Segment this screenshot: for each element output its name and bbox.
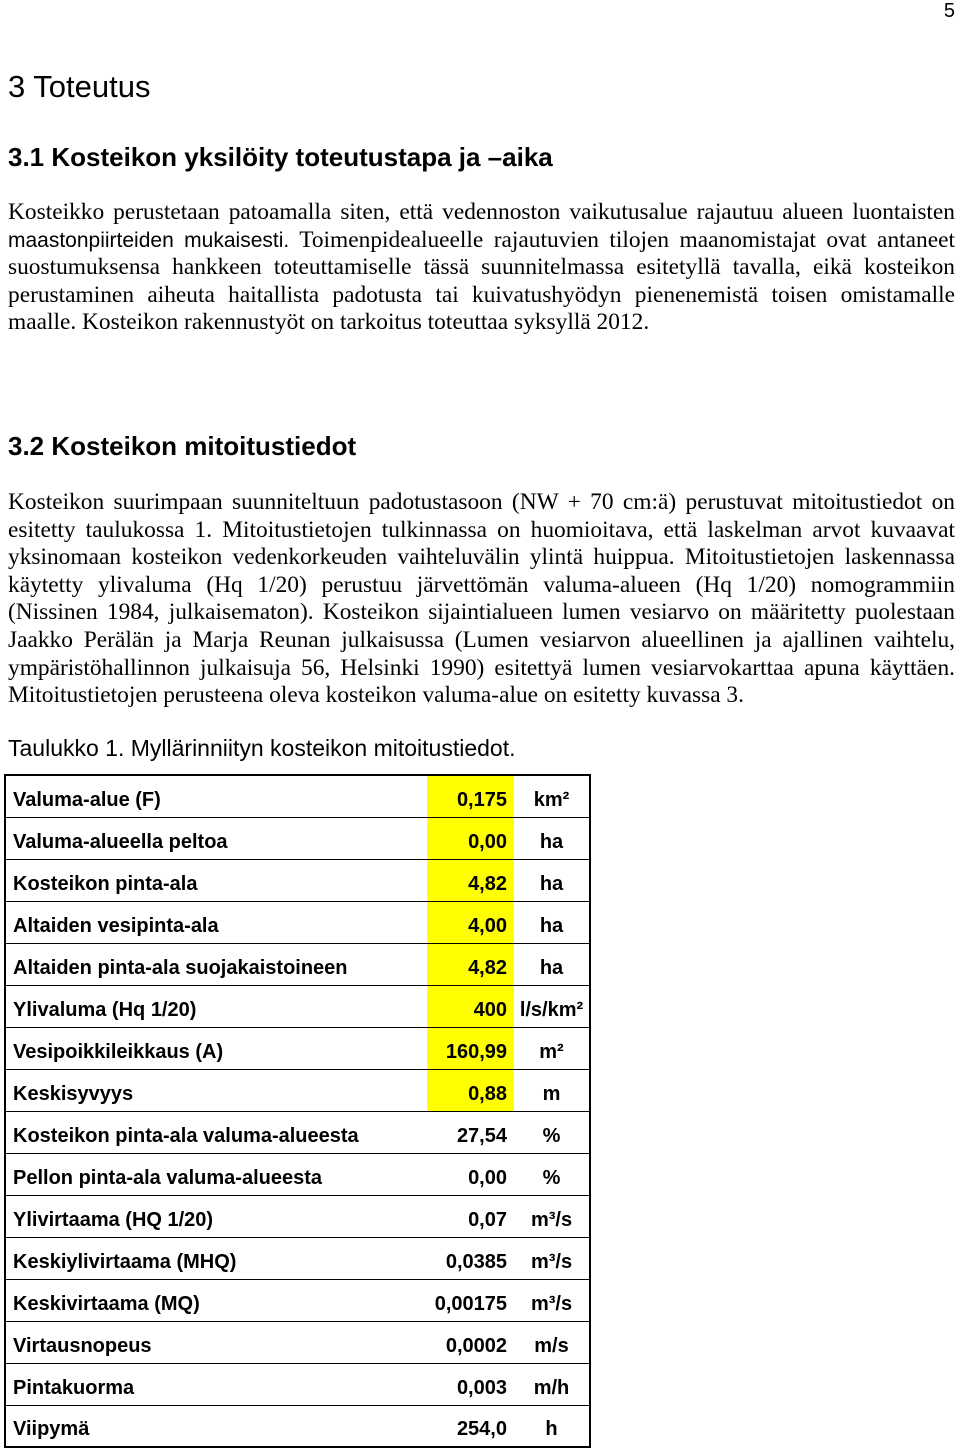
paragraph-line-segment: maastonpiirteiden mukaisesti. <box>8 228 290 252</box>
row-label: Pintakuorma <box>13 1377 135 1399</box>
table-row <box>6 1070 589 1112</box>
paragraph-line: (Nissinen 1984, julkaisematon). Kosteikon sijaintialueen lumen vesiarvo on määritetty puolestaan <box>8 599 955 626</box>
paragraph-line: perustaminen aiheuta haitallista padotusta tai kuivatushyödyn pienenemistä toisen omistamalle <box>8 281 955 308</box>
row-label: Pellon pinta-ala valuma-alueesta <box>13 1167 322 1189</box>
row-value: 4,82 <box>427 944 514 985</box>
row-label: Vesipoikkileikkaus (A) <box>13 1041 224 1063</box>
row-value: 0,003 <box>456 1377 507 1399</box>
row-label: Kosteikon pinta-ala valuma-alueesta <box>13 1125 359 1147</box>
row-label: Ylivirtaama (HQ 1/20) <box>13 1209 214 1231</box>
table-row <box>6 1238 589 1280</box>
row-unit: % <box>542 1167 561 1189</box>
row-label: Virtausnopeus <box>13 1335 152 1357</box>
row-value: 254,0 <box>456 1418 507 1440</box>
row-value: 0,88 <box>427 1070 514 1111</box>
row-label: Viipymä <box>13 1418 90 1440</box>
table-row <box>6 860 589 902</box>
table-row <box>6 1154 589 1196</box>
paragraph-line-segment: Toimenpidealueelle rajautuvien tilojen maanomistajat ovat antaneet <box>299 226 955 253</box>
table-row <box>6 1364 589 1406</box>
row-unit: ha <box>539 957 564 979</box>
row-unit: m/s <box>534 1335 569 1357</box>
row-label: Valuma-alueella peltoa <box>13 831 228 853</box>
row-value: 0,07 <box>468 1209 507 1231</box>
row-unit: % <box>542 1125 561 1147</box>
table-row <box>6 1322 589 1364</box>
row-value: 0,00 <box>468 1167 507 1189</box>
table-row <box>6 986 589 1028</box>
row-unit: m³/s <box>530 1251 573 1273</box>
table-row <box>6 1028 589 1070</box>
row-value: 160,99 <box>427 1028 514 1069</box>
table-caption: Taulukko 1. Myllärinniityn kosteikon mitoitustiedot. <box>8 735 516 761</box>
row-value: 0,00175 <box>434 1293 507 1315</box>
paragraph-line: Jaakko Perälän ja Marja Reunan julkaisussa (Lumen vesiarvon alueellinen ja ajallinen vaihtelu, <box>8 626 955 653</box>
row-unit: m³/s <box>530 1293 573 1315</box>
chapter-heading: 3 Toteutus <box>8 69 151 104</box>
paragraph-line: esitetty taulukossa 1. Mitoitustietojen tulkinnassa on huomioitava, että laskelman arvot kuvaavat <box>8 516 955 543</box>
row-label: Altaiden vesipinta-ala <box>13 915 219 937</box>
section-heading-3-2: 3.2 Kosteikon mitoitustiedot <box>8 431 357 461</box>
paragraph-line: suostumuksensa hankkeen toteuttamiselle tässä suunnitelmassa esitetyllä tavalla, eikä kosteikon <box>8 254 955 281</box>
row-value: 0,00 <box>427 818 514 859</box>
row-label: Ylivaluma (Hq 1/20) <box>13 999 197 1021</box>
row-unit: m/h <box>533 1377 570 1399</box>
row-value: 0,0002 <box>445 1335 507 1357</box>
row-value: 4,82 <box>427 860 514 901</box>
table-row <box>6 776 589 818</box>
table-row <box>6 902 589 944</box>
paragraph-line: käytetty ylivaluma (Hq 1/20) perustuu järvettömän valuma-alueen (Hq 1/20) nomogrammiin <box>8 571 955 598</box>
table-row <box>6 818 589 860</box>
paragraph-line <box>8 227 955 255</box>
paragraph <box>8 199 955 337</box>
table-row <box>6 1196 589 1238</box>
paragraph-line: maalle. Kosteikon rakennustyöt on tarkoitus toteuttaa syksyllä 2012. <box>8 309 650 336</box>
row-label: Altaiden pinta-ala suojakaistoineen <box>13 957 348 979</box>
paragraph-line: yksinomaan kosteikon vedenkorkeuden vaihteluvälin ylintä huippua. Mitoitustietojen laskennassa <box>8 544 955 571</box>
page-number: 5 <box>943 0 955 22</box>
row-value: 400 <box>427 986 514 1027</box>
row-label: Valuma-alue (F) <box>13 789 161 811</box>
row-label: Keskiylivirtaama (MHQ) <box>13 1251 237 1273</box>
paragraph <box>8 489 955 710</box>
row-unit: m <box>542 1083 561 1105</box>
table-row <box>6 944 589 986</box>
row-value: 0,175 <box>427 776 514 817</box>
row-unit: m³/s <box>530 1209 573 1231</box>
paragraph-line: Kosteikko perustetaan patoamalla siten, että vedennoston vaikutusalue rajautuu alueen luontaisten <box>8 199 955 225</box>
row-unit: km² <box>533 789 570 811</box>
paragraph-line: Kosteikon suurimpaan suunniteltuun padotustasoon (NW + 70 cm:ä) perustuvat mitoitustiedot on <box>8 489 955 515</box>
row-value: 0,0385 <box>445 1251 507 1273</box>
row-unit: h <box>545 1418 558 1440</box>
section-heading-3-1: 3.1 Kosteikon yksilöity toteutustapa ja –aika <box>8 142 553 172</box>
row-value: 27,54 <box>456 1125 507 1147</box>
row-unit: ha <box>539 915 564 937</box>
row-label: Kosteikon pinta-ala <box>13 873 198 895</box>
table-row <box>6 1406 589 1448</box>
row-value: 4,00 <box>427 902 514 943</box>
data-table <box>4 774 591 1448</box>
row-label: Keskivirtaama (MQ) <box>13 1293 200 1315</box>
table-row <box>6 1112 589 1154</box>
row-unit: m² <box>539 1041 564 1063</box>
row-unit: ha <box>539 873 564 895</box>
paragraph-line: Mitoitustietojen perusteena oleva kosteikon valuma-alue on esitetty kuvassa 3. <box>8 682 744 709</box>
paragraph-line: ympäristöhallinnon julkaisuja 56, Helsinki 1990) esitettyä lumen vesiarvokarttaa apuna käyttäen. <box>8 654 955 681</box>
row-unit: l/s/km² <box>519 999 584 1021</box>
table-row <box>6 1280 589 1322</box>
row-unit: ha <box>539 831 564 853</box>
row-label: Keskisyvyys <box>13 1083 134 1105</box>
